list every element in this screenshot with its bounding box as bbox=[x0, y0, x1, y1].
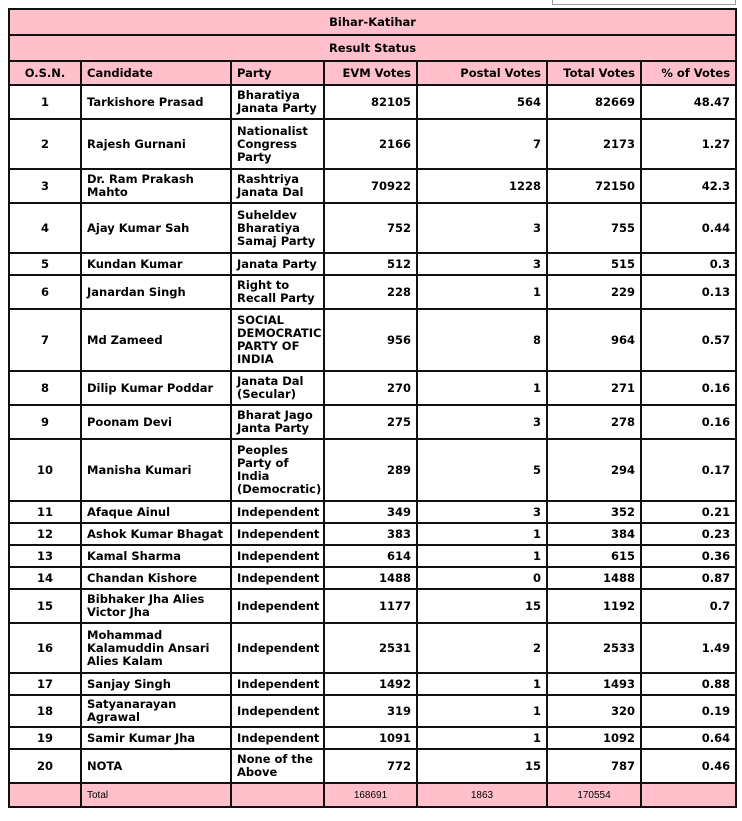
cell-candidate: Md Zameed bbox=[81, 309, 231, 371]
cell-postal-votes: 3 bbox=[417, 501, 547, 523]
cell-osn: 6 bbox=[9, 275, 81, 309]
cell-pct-votes: 0.36 bbox=[641, 545, 736, 567]
cell-total-votes: 755 bbox=[547, 203, 641, 253]
cell-evm-votes: 228 bbox=[324, 275, 417, 309]
cell-osn: 19 bbox=[9, 727, 81, 749]
cell-candidate: Afaque Ainul bbox=[81, 501, 231, 523]
cell-party: Independent bbox=[231, 501, 324, 523]
table-row bbox=[9, 501, 736, 523]
cell-candidate: Satyanarayan Agrawal bbox=[81, 695, 231, 727]
col-header-postal-votes: Postal Votes bbox=[417, 61, 547, 85]
cell-postal-votes: 1 bbox=[417, 371, 547, 405]
cell-pct-votes: 1.27 bbox=[641, 119, 736, 169]
cell-pct-votes: 0.87 bbox=[641, 567, 736, 589]
cell-party: Right to Recall Party bbox=[231, 275, 324, 309]
table-row bbox=[9, 545, 736, 567]
totals-postal: 1863 bbox=[417, 783, 547, 807]
cell-party: Rashtriya Janata Dal bbox=[231, 169, 324, 203]
cell-osn: 7 bbox=[9, 309, 81, 371]
cell-postal-votes: 7 bbox=[417, 119, 547, 169]
cell-party: Independent bbox=[231, 623, 324, 673]
cell-total-votes: 1192 bbox=[547, 589, 641, 623]
cell-party: Independent bbox=[231, 523, 324, 545]
cell-pct-votes: 0.13 bbox=[641, 275, 736, 309]
cell-total-votes: 278 bbox=[547, 405, 641, 439]
cell-postal-votes: 15 bbox=[417, 589, 547, 623]
cell-pct-votes: 0.64 bbox=[641, 727, 736, 749]
cell-candidate: Ashok Kumar Bhagat bbox=[81, 523, 231, 545]
cell-osn: 3 bbox=[9, 169, 81, 203]
cell-party: Suheldev Bharatiya Samaj Party bbox=[231, 203, 324, 253]
cell-osn: 9 bbox=[9, 405, 81, 439]
cell-candidate: Poonam Devi bbox=[81, 405, 231, 439]
table-row bbox=[9, 275, 736, 309]
cell-osn: 15 bbox=[9, 589, 81, 623]
cell-osn: 4 bbox=[9, 203, 81, 253]
cell-evm-votes: 2166 bbox=[324, 119, 417, 169]
cell-postal-votes: 1 bbox=[417, 727, 547, 749]
col-header-evm-votes: EVM Votes bbox=[324, 61, 417, 85]
cell-evm-votes: 383 bbox=[324, 523, 417, 545]
cell-pct-votes: 0.44 bbox=[641, 203, 736, 253]
table-row bbox=[9, 85, 736, 119]
table-title: Bihar-Katihar bbox=[9, 9, 736, 35]
cell-postal-votes: 1 bbox=[417, 545, 547, 567]
cell-candidate: Ajay Kumar Sah bbox=[81, 203, 231, 253]
cell-postal-votes: 564 bbox=[417, 85, 547, 119]
cell-total-votes: 2173 bbox=[547, 119, 641, 169]
cell-osn: 10 bbox=[9, 439, 81, 501]
cell-evm-votes: 319 bbox=[324, 695, 417, 727]
cell-total-votes: 515 bbox=[547, 253, 641, 275]
cell-pct-votes: 0.16 bbox=[641, 371, 736, 405]
cell-total-votes: 1488 bbox=[547, 567, 641, 589]
cell-total-votes: 964 bbox=[547, 309, 641, 371]
cell-postal-votes: 3 bbox=[417, 203, 547, 253]
cell-party: Independent bbox=[231, 545, 324, 567]
cell-postal-votes: 1 bbox=[417, 695, 547, 727]
cell-candidate: Sanjay Singh bbox=[81, 673, 231, 695]
cell-postal-votes: 3 bbox=[417, 253, 547, 275]
col-header-total-votes: Total Votes bbox=[547, 61, 641, 85]
cell-pct-votes: 0.21 bbox=[641, 501, 736, 523]
cell-total-votes: 352 bbox=[547, 501, 641, 523]
cell-evm-votes: 614 bbox=[324, 545, 417, 567]
cell-party: Peoples Party of India (Democratic) bbox=[231, 439, 324, 501]
cell-party: Bharat Jago Janta Party bbox=[231, 405, 324, 439]
cell-candidate: Rajesh Gurnani bbox=[81, 119, 231, 169]
cell-party: Independent bbox=[231, 589, 324, 623]
cell-total-votes: 1092 bbox=[547, 727, 641, 749]
cell-postal-votes: 8 bbox=[417, 309, 547, 371]
cell-evm-votes: 275 bbox=[324, 405, 417, 439]
cell-pct-votes: 0.88 bbox=[641, 673, 736, 695]
cell-party: Independent bbox=[231, 727, 324, 749]
cell-party: Independent bbox=[231, 673, 324, 695]
cell-postal-votes: 1 bbox=[417, 673, 547, 695]
cell-total-votes: 384 bbox=[547, 523, 641, 545]
cell-evm-votes: 1492 bbox=[324, 673, 417, 695]
cell-osn: 17 bbox=[9, 673, 81, 695]
cell-party: Nationalist Congress Party bbox=[231, 119, 324, 169]
cell-candidate: Dilip Kumar Poddar bbox=[81, 371, 231, 405]
cell-osn: 8 bbox=[9, 371, 81, 405]
cell-total-votes: 229 bbox=[547, 275, 641, 309]
cell-postal-votes: 1228 bbox=[417, 169, 547, 203]
cell-total-votes: 294 bbox=[547, 439, 641, 501]
cell-evm-votes: 2531 bbox=[324, 623, 417, 673]
cell-candidate: Tarkishore Prasad bbox=[81, 85, 231, 119]
cell-postal-votes: 3 bbox=[417, 405, 547, 439]
table-row bbox=[9, 567, 736, 589]
cell-pct-votes: 0.17 bbox=[641, 439, 736, 501]
cell-evm-votes: 349 bbox=[324, 501, 417, 523]
cell-party: Janata Party bbox=[231, 253, 324, 275]
cell-pct-votes: 42.3 bbox=[641, 169, 736, 203]
col-header-pct-votes: % of Votes bbox=[641, 61, 736, 85]
table-row bbox=[9, 749, 736, 783]
cell-pct-votes: 0.23 bbox=[641, 523, 736, 545]
cell-candidate: NOTA bbox=[81, 749, 231, 783]
table-row bbox=[9, 253, 736, 275]
cell-pct-votes: 0.19 bbox=[641, 695, 736, 727]
cell-evm-votes: 1177 bbox=[324, 589, 417, 623]
totals-evm: 168691 bbox=[324, 783, 417, 807]
cell-osn: 5 bbox=[9, 253, 81, 275]
cell-total-votes: 82669 bbox=[547, 85, 641, 119]
cell-total-votes: 271 bbox=[547, 371, 641, 405]
cell-total-votes: 320 bbox=[547, 695, 641, 727]
cell-party: None of the Above bbox=[231, 749, 324, 783]
cell-party: SOCIAL DEMOCRATIC PARTY OF INDIA bbox=[231, 309, 324, 371]
cell-evm-votes: 1488 bbox=[324, 567, 417, 589]
cell-osn: 1 bbox=[9, 85, 81, 119]
cell-pct-votes: 0.7 bbox=[641, 589, 736, 623]
cell-postal-votes: 15 bbox=[417, 749, 547, 783]
cell-candidate: Chandan Kishore bbox=[81, 567, 231, 589]
cell-evm-votes: 772 bbox=[324, 749, 417, 783]
cell-osn: 16 bbox=[9, 623, 81, 673]
cell-pct-votes: 48.47 bbox=[641, 85, 736, 119]
table-row bbox=[9, 371, 736, 405]
totals-row bbox=[9, 783, 736, 807]
table-row bbox=[9, 727, 736, 749]
cell-pct-votes: 0.3 bbox=[641, 253, 736, 275]
table-row bbox=[9, 695, 736, 727]
cell-pct-votes: 0.16 bbox=[641, 405, 736, 439]
cell-evm-votes: 752 bbox=[324, 203, 417, 253]
cell-total-votes: 787 bbox=[547, 749, 641, 783]
totals-pct-empty bbox=[641, 783, 736, 807]
cell-osn: 11 bbox=[9, 501, 81, 523]
totals-label: Total bbox=[81, 783, 231, 807]
cell-pct-votes: 0.57 bbox=[641, 309, 736, 371]
cell-evm-votes: 1091 bbox=[324, 727, 417, 749]
cell-postal-votes: 0 bbox=[417, 567, 547, 589]
cell-total-votes: 72150 bbox=[547, 169, 641, 203]
cell-party: Janata Dal (Secular) bbox=[231, 371, 324, 405]
cell-candidate: Bibhaker Jha Alies Victor Jha bbox=[81, 589, 231, 623]
table-row bbox=[9, 309, 736, 371]
table-row bbox=[9, 589, 736, 623]
cell-total-votes: 615 bbox=[547, 545, 641, 567]
cell-evm-votes: 512 bbox=[324, 253, 417, 275]
cell-candidate: Samir Kumar Jha bbox=[81, 727, 231, 749]
table-row bbox=[9, 119, 736, 169]
table-row bbox=[9, 623, 736, 673]
cell-osn: 14 bbox=[9, 567, 81, 589]
cell-candidate: Janardan Singh bbox=[81, 275, 231, 309]
cell-pct-votes: 1.49 bbox=[641, 623, 736, 673]
table-row bbox=[9, 523, 736, 545]
table-subtitle: Result Status bbox=[9, 35, 736, 61]
cell-evm-votes: 270 bbox=[324, 371, 417, 405]
cell-osn: 12 bbox=[9, 523, 81, 545]
cell-pct-votes: 0.46 bbox=[641, 749, 736, 783]
cell-osn: 2 bbox=[9, 119, 81, 169]
totals-party-empty bbox=[231, 783, 324, 807]
cell-party: Independent bbox=[231, 695, 324, 727]
cell-total-votes: 2533 bbox=[547, 623, 641, 673]
cell-postal-votes: 1 bbox=[417, 275, 547, 309]
table-row bbox=[9, 405, 736, 439]
cell-evm-votes: 82105 bbox=[324, 85, 417, 119]
totals-osn-empty bbox=[9, 783, 81, 807]
cell-osn: 20 bbox=[9, 749, 81, 783]
cell-candidate: Mohammad Kalamuddin Ansari Alies Kalam bbox=[81, 623, 231, 673]
cell-evm-votes: 956 bbox=[324, 309, 417, 371]
cell-osn: 13 bbox=[9, 545, 81, 567]
cell-postal-votes: 2 bbox=[417, 623, 547, 673]
top-right-input-box bbox=[552, 0, 736, 5]
table-row bbox=[9, 169, 736, 203]
table-row bbox=[9, 673, 736, 695]
cell-total-votes: 1493 bbox=[547, 673, 641, 695]
results-body bbox=[9, 85, 736, 783]
table-row bbox=[9, 439, 736, 501]
cell-osn: 18 bbox=[9, 695, 81, 727]
cell-candidate: Dr. Ram Prakash Mahto bbox=[81, 169, 231, 203]
cell-candidate: Kamal Sharma bbox=[81, 545, 231, 567]
cell-party: Independent bbox=[231, 567, 324, 589]
results-table bbox=[8, 8, 737, 808]
cell-candidate: Manisha Kumari bbox=[81, 439, 231, 501]
table-row bbox=[9, 203, 736, 253]
col-header-osn: O.S.N. bbox=[9, 61, 81, 85]
totals-total: 170554 bbox=[547, 783, 641, 807]
cell-postal-votes: 5 bbox=[417, 439, 547, 501]
col-header-party: Party bbox=[231, 61, 324, 85]
column-header-row bbox=[9, 61, 736, 85]
cell-evm-votes: 289 bbox=[324, 439, 417, 501]
cell-candidate: Kundan Kumar bbox=[81, 253, 231, 275]
cell-evm-votes: 70922 bbox=[324, 169, 417, 203]
col-header-candidate: Candidate bbox=[81, 61, 231, 85]
cell-postal-votes: 1 bbox=[417, 523, 547, 545]
cell-party: Bharatiya Janata Party bbox=[231, 85, 324, 119]
